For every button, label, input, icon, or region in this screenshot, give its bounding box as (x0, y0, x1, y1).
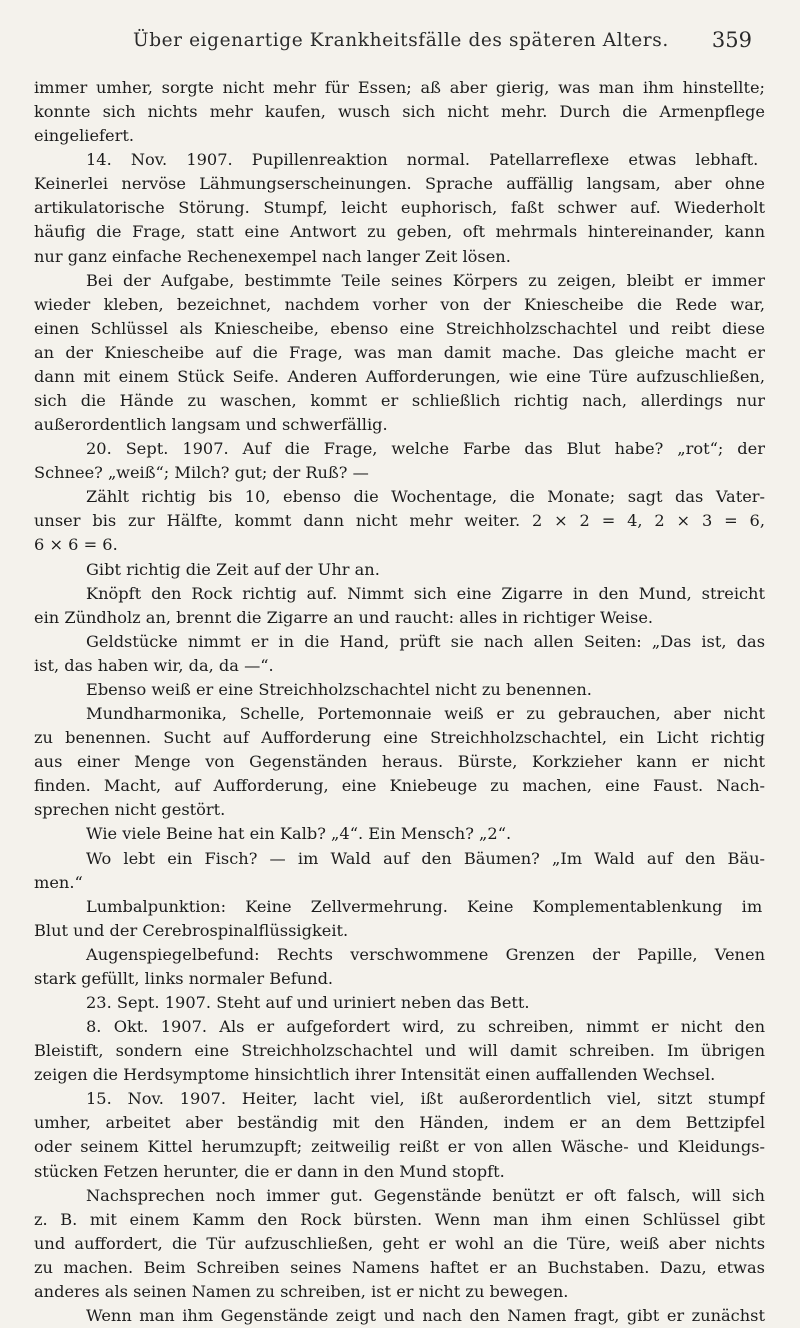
text-line: häufig die Frage, statt eine Antwort zu geben, oft mehrmals hintereinander, kann (34, 222, 765, 242)
text-line: zeigen die Herdsymptome hinsichtlich ihrer Intensität einen auffallenden Wechsel. (34, 1065, 716, 1085)
text-line: einen Schlüssel als Kniescheibe, ebenso eine Streichholzschachtel und reibt diese (34, 318, 765, 338)
text-line: Geldstücke nimmt er in die Hand, prüft sie nach allen Seiten: „Das ist, das (86, 631, 765, 651)
body-text (34, 76, 765, 1328)
text-line: stücken Fetzen herunter, die er dann in den Mund stopft. (34, 1161, 505, 1181)
text-line: Blut und der Cerebrospinalflüssigkeit. (34, 920, 349, 940)
text-line: artikulatorische Störung. Stumpf, leicht euphorisch, faßt schwer auf. Wiederholt (34, 198, 765, 218)
text-line: Wo lebt ein Fisch? — im Wald auf den Bäumen? „Im Wald auf den Bäu- (86, 848, 765, 868)
text-line: Lumbalpunktion: Keine Zellvermehrung. Keine Komplementablenkung im (86, 896, 763, 916)
text-line: wieder kleben, bezeichnet, nachdem vorher von der Kniescheibe die Rede war, (34, 294, 765, 314)
text-line: umher, arbeitet aber beständig mit den Händen, indem er an dem Bettzipfel (34, 1113, 765, 1133)
text-line: Ebenso weiß er eine Streichholzschachtel nicht zu benennen. (86, 679, 592, 699)
text-line: eingeliefert. (34, 126, 135, 146)
running-title: Über eigenartige Krankheitsfälle des späteren Alters. (133, 30, 669, 51)
text-line: 6 × 6 = 6. (34, 535, 118, 555)
text-line: Bei der Aufgabe, bestimmte Teile seines Körpers zu zeigen, bleibt er immer (86, 270, 765, 290)
text-line: Knöpft den Rock richtig auf. Nimmt sich eine Zigarre in den Mund, streicht (86, 583, 765, 603)
text-line: 14. Nov. 1907. Pupillenreaktion normal. Patellarreflexe etwas lebhaft. (86, 150, 759, 170)
text-line: Zählt richtig bis 10, ebenso die Wochentage, die Monate; sagt das Vater- (86, 487, 765, 507)
text-line: zu benennen. Sucht auf Aufforderung eine Streichholzschachtel, ein Licht richtig (34, 728, 765, 748)
text-line: finden. Macht, auf Aufforderung, eine Kniebeuge zu machen, eine Faust. Nach- (34, 776, 765, 796)
text-line: ein Zündholz an, brennt die Zigarre an und raucht: alles in richtiger Weise. (34, 607, 654, 627)
text-line: an der Kniescheibe auf die Frage, was man damit mache. Das gleiche macht er (34, 342, 765, 362)
text-line: konnte sich nichts mehr kaufen, wusch sich nicht mehr. Durch die Armenpflege (34, 102, 765, 122)
text-line: Keinerlei nervöse Lähmungserscheinungen. Sprache auffällig langsam, aber ohne (34, 174, 765, 194)
text-line: sprechen nicht gestört. (34, 800, 226, 820)
text-line: stark gefüllt, links normaler Befund. (34, 968, 334, 988)
text-line: aus einer Menge von Gegenständen heraus. Bürste, Korkzieher kann er nicht (34, 752, 765, 772)
text-line: Augenspiegelbefund: Rechts verschwommene Grenzen der Papille, Venen (86, 944, 765, 964)
text-line: oder seinem Kittel herumzupft; zeitweilig reißt er von allen Wäsche- und Kleidungs- (34, 1137, 765, 1157)
text-line: 23. Sept. 1907. Steht auf und uriniert neben das Bett. (86, 992, 530, 1012)
text-line: dann mit einem Stück Seife. Anderen Aufforderungen, wie eine Türe aufzuschließen, (34, 366, 765, 386)
page-header (133, 30, 752, 58)
text-line: Mundharmonika, Schelle, Portemonnaie weiß er zu gebrauchen, aber nicht (86, 704, 765, 724)
text-line: unser bis zur Hälfte, kommt dann nicht mehr weiter. 2 × 2 = 4, 2 × 3 = 6, (34, 511, 765, 531)
page-number: 359 (711, 28, 752, 52)
text-line: z. B. mit einem Kamm den Rock bürsten. Wenn man ihm einen Schlüssel gibt (34, 1209, 765, 1229)
text-line: 20. Sept. 1907. Auf die Frage, welche Farbe das Blut habe? „rot“; der (86, 439, 765, 459)
text-line: Gibt richtig die Zeit auf der Uhr an. (86, 559, 380, 579)
text-line: nur ganz einfache Rechenexempel nach langer Zeit lösen. (34, 246, 511, 266)
text-line: 8. Okt. 1907. Als er aufgefordert wird, zu schreiben, nimmt er nicht den (86, 1017, 765, 1037)
text-line: außerordentlich langsam und schwerfällig. (34, 415, 388, 435)
text-line: men.“ (34, 872, 83, 892)
text-line: und auffordert, die Tür aufzuschließen, geht er wohl an die Türe, weiß aber nichts (34, 1233, 765, 1253)
text-line: immer umher, sorgte nicht mehr für Essen; aß aber gierig, was man ihm hinstellte; (34, 78, 765, 97)
text-line: Wenn man ihm Gegenstände zeigt und nach den Namen fragt, gibt er zunächst (86, 1305, 765, 1325)
text-line: 15. Nov. 1907. Heiter, lacht viel, ißt außerordentlich viel, sitzt stumpf (86, 1089, 765, 1109)
text-line: Wie viele Beine hat ein Kalb? „4“. Ein Mensch? „2“. (86, 824, 512, 844)
text-line: sich die Hände zu waschen, kommt er schließlich richtig nach, allerdings nur (34, 391, 765, 411)
text-line: Bleistift, sondern eine Streichholzschachtel und will damit schreiben. Im übrigen (34, 1041, 765, 1061)
text-line: zu machen. Beim Schreiben seines Namens haftet er an Buchstaben. Dazu, etwas (34, 1257, 765, 1277)
text-line: ist, das haben wir, da, da —“. (34, 655, 274, 675)
text-line: anderes als seinen Namen zu schreiben, ist er nicht zu bewegen. (34, 1281, 569, 1301)
text-line: Nachsprechen noch immer gut. Gegenstände benützt er oft falsch, will sich (86, 1185, 765, 1205)
text-line: Schnee? „weiß“; Milch? gut; der Ruß? — (34, 463, 369, 483)
